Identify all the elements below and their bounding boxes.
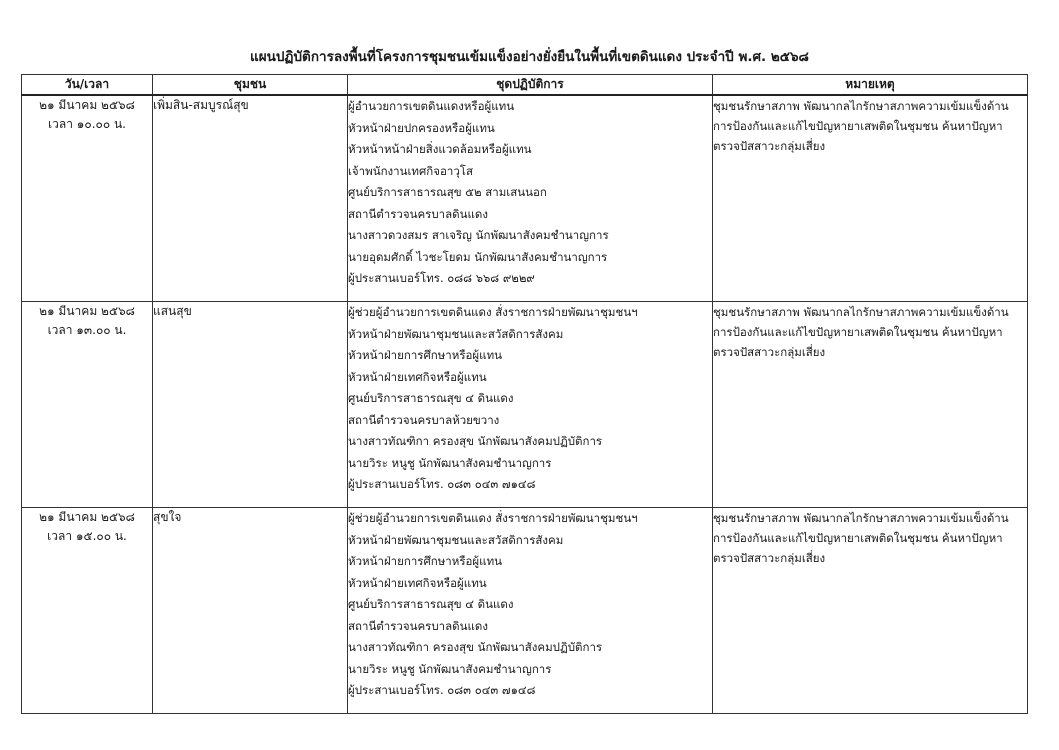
team-member: สถานีตำรวจนครบาลห้วยขวาง	[348, 412, 500, 427]
team-member: หัวหน้าฝ่ายเทศกิจหรือผู้แทน	[348, 575, 487, 590]
row-time: เวลา ๑๐.๐๐ น.	[48, 117, 126, 131]
team-member: ผู้ช่วยผู้อำนวยการเขตดินแดง สั่งราชการฝ่ายพัฒนาชุมชนฯ	[348, 511, 638, 525]
row-time: เวลา ๑๓.๐๐ น.	[47, 323, 127, 337]
team-member: ผู้ประสานเบอร์โทร. ๐๘๓ ๐๔๓ ๗๑๔๘	[348, 683, 536, 697]
team-member: นางสาวทัณฑิกา ครองสุข นักพัฒนาสังคมปฏิบัติการ	[348, 640, 603, 654]
header-community: ชุมชน	[153, 75, 348, 96]
row-date: ๒๑ มีนาคม ๒๕๖๘	[39, 98, 135, 112]
team-member: หัวหน้าฝ่ายการศึกษาหรือผู้แทน	[348, 554, 503, 568]
team-member: สถานีตำรวจนครบาลดินแดง	[348, 206, 488, 221]
team-member: ศูนย์บริการสาธารณสุข ๔ ดินแดง	[348, 597, 514, 611]
remarks-cell: ชุมชนรักษาสภาพ พัฒนากลไกรักษาสภาพความเข้มแข็งด้านการป้องกันและแก้ไขปัญหายาเสพติดในชุมชน ค้นหาปัญหา ตรวจปัสสาวะกลุ่มเสี่ยง	[713, 302, 1028, 508]
team-member: ผู้ช่วยผู้อำนวยการเขตดินแดง สั่งราชการฝ่ายพัฒนาชุมชนฯ	[348, 305, 638, 319]
row-date: ๒๑ มีนาคม ๒๕๖๘	[39, 510, 135, 524]
team-member: ศูนย์บริการสาธารณสุข ๕๒ สามเสนนอก	[348, 185, 547, 199]
team-member: หัวหน้าฝ่ายปกครองหรือผู้แทน	[348, 120, 495, 135]
date-time-cell	[22, 508, 153, 714]
team-member: หัวหน้าหน้าฝ่ายสิ่งแวดล้อมหรือผู้แทน	[348, 142, 532, 156]
header-date-time: วัน/เวลา	[22, 75, 153, 96]
remarks-cell: ชุมชนรักษาสภาพ พัฒนากลไกรักษาสภาพความเข้มแข็งด้านการป้องกันและแก้ไขปัญหายาเสพติดในชุมชน ค้นหาปัญหา ตรวจปัสสาวะกลุ่มเสี่ยง	[713, 95, 1028, 302]
table-header-row	[22, 75, 1028, 96]
team-member: ศูนย์บริการสาธารณสุข ๔ ดินแดง	[348, 391, 514, 405]
row-date: ๒๑ มีนาคม ๒๕๖๘	[39, 304, 135, 318]
community-cell: แสนสุข	[153, 302, 348, 508]
team-member: สถานีตำรวจนครบาลดินแดง	[348, 618, 488, 633]
row-time: เวลา ๑๕.๐๐ น.	[47, 529, 127, 543]
document-title: แผนปฏิบัติการลงพื้นที่โครงการชุมชนเข้มแข็งอย่างยั่งยืนในพื้นที่เขตดินแดง ประจำปี พ.ศ. ๒๕๖๘	[250, 49, 809, 65]
action-team-cell	[348, 508, 713, 714]
team-member: หัวหน้าฝ่ายเทศกิจหรือผู้แทน	[348, 369, 487, 384]
remarks-cell: ชุมชนรักษาสภาพ พัฒนากลไกรักษาสภาพความเข้มแข็งด้านการป้องกันและแก้ไขปัญหายาเสพติดในชุมชน ค้นหาปัญหา ตรวจปัสสาวะกลุ่มเสี่ยง	[713, 508, 1028, 714]
table-row	[22, 508, 1028, 714]
team-member: ผู้ประสานเบอร์โทร. ๐๘๓ ๐๔๓ ๗๑๔๘	[348, 477, 536, 491]
team-member: นายวิระ หนูชู นักพัฒนาสังคมชำนาญการ	[348, 661, 552, 676]
team-member: เจ้าพนักงานเทศกิจอาวุโส	[348, 163, 473, 178]
action-team-cell	[348, 302, 713, 508]
header-action-team: ชุดปฏิบัติการ	[348, 75, 713, 96]
team-member: นายวิระ หนูชู นักพัฒนาสังคมชำนาญการ	[348, 455, 552, 470]
table-row	[22, 95, 1028, 302]
action-team-cell	[348, 95, 713, 302]
action-plan-table	[21, 74, 1028, 714]
team-member: หัวหน้าฝ่ายพัฒนาชุมชนและสวัสดิการสังคม	[348, 532, 564, 547]
team-member: ผู้ประสานเบอร์โทร. ๐๘๘ ๖๖๘ ๙๒๒๙	[348, 271, 535, 285]
header-remarks: หมายเหตุ	[713, 75, 1028, 96]
table-row	[22, 302, 1028, 508]
community-cell: เพิ่มสิน-สมบูรณ์สุข	[153, 95, 348, 302]
team-member: นางสาวทัณฑิกา ครองสุข นักพัฒนาสังคมปฏิบัติการ	[348, 434, 603, 448]
team-member: หัวหน้าฝ่ายการศึกษาหรือผู้แทน	[348, 348, 503, 362]
team-member: นายอุดมศักดิ์ ไวชะโยดม นักพัฒนาสังคมชำนาญการ	[348, 249, 608, 264]
team-member: หัวหน้าฝ่ายพัฒนาชุมชนและสวัสดิการสังคม	[348, 326, 564, 341]
date-time-cell	[22, 95, 153, 302]
team-member: นางสาวดวงสมร สาเจริญ นักพัฒนาสังคมชำนาญการ	[348, 228, 609, 242]
team-member: ผู้อำนวยการเขตดินแดงหรือผู้แทน	[348, 99, 515, 113]
community-cell: สุขใจ	[153, 508, 348, 714]
date-time-cell	[22, 302, 153, 508]
